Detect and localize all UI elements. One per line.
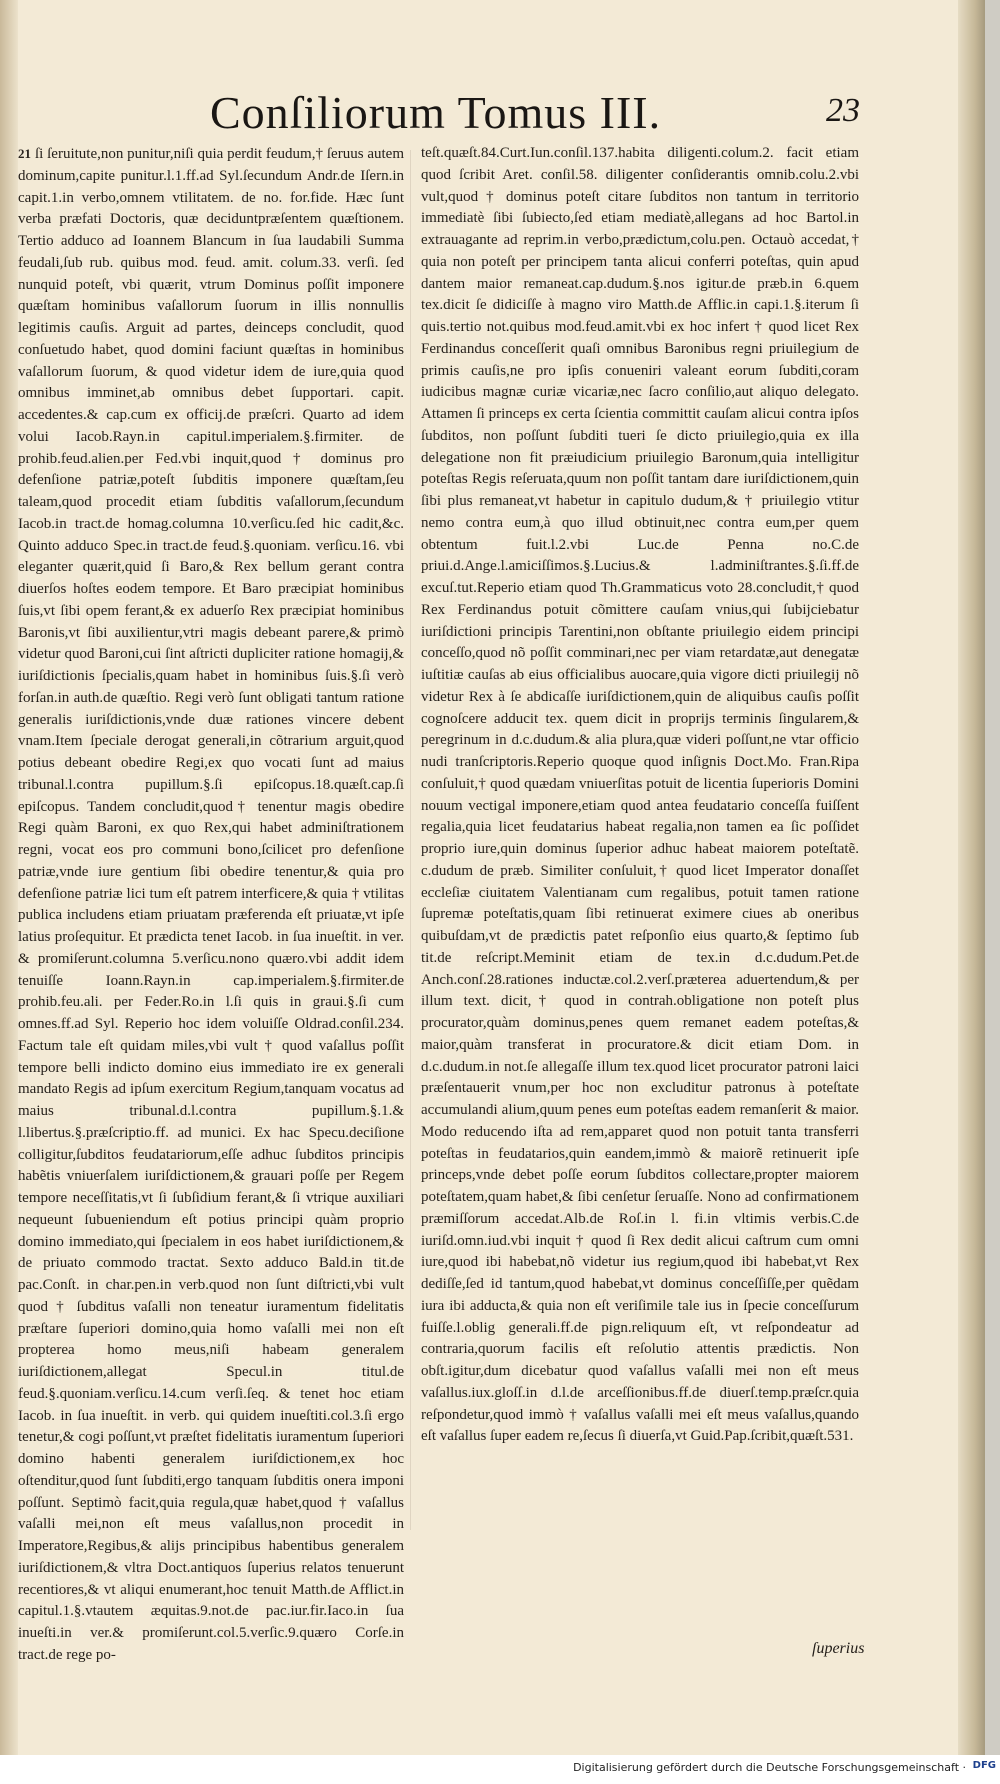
page-number: 23 [826, 92, 860, 129]
footer-credit: Digitalisierung gefördert durch die Deutsche Forschungsgemeinschaft · [573, 1761, 966, 1774]
catchword: ſuperius [812, 1640, 865, 1657]
left-text-column [18, 143, 404, 1663]
column-divider [410, 150, 411, 1530]
right-column-text: teſt.quæſt.84.Curt.Iun.conſil.137.habita diligenti.colum.2. facit etiam quod ſcribit Aret. conſil.58. diligenter conſiderantis omnib.colu.2.vbi vult,quod † dominus poteſt citare ſubditos non tantum in territorio immediatè ſibi ſubiecto,ſed etiam mediatè,allegans ad hoc Bartol.in extrauagante ad reprim.in verbo,prædictum,colu.pen. Octauò accedat,† quia non poteſt per principem tanta alicui conferri poteſtas, quin apud dantem maior remaneat.cap.dudum.§.nos igitur.de præb.in 6.quem tex.dicit ſe didiciſſe à magno viro Matth.de Afflic.in capi.1.§.iterum ſi quis.tertio not.quibus mod.feud.amit.vbi ex hoc infert † quod licet Rex Ferdinandus conceſſerit quaſi omnibus Baronibus regni priuilegium de primis cauſis,ne pro ipſis conueniri valeant eorum ſubditi,coram iudicibus magnæ curiæ vicariæ,nec ſacro conſilio,aut aliquo delegato. Attamen ſi princeps ex certa ſcientia committit cauſam alicui contra ipſos ſubditos, non poſſunt ſubditi tueri ſe dicto priuilegio,quia ex illa delegatione non fit præiudicium priuilegio Baronum,quia intelligitur poteſtas Regis reſeruata,quum non poſſit tantam dare iuriſdictionem,quin ſibi plus remaneat,vt habetur in capitulo dudum,& † priuilegio vtitur nemo contra eum,à quo illud obtinuit,nec contra eum,per quem obtentum fuit.l.2.vbi Luc.de Penna no.C.de priui.d.Ange.l.amiciſſimos.§.Lucius.& l.adminiſtrantes.§.ſi.ff.de excuſ.tut.Reperio etiam quod Th.Grammaticus voto 28.concludit,† quod Rex Ferdinandus potuit cõmittere cauſam vnius,qui ſubijciebatur iuriſdictioni principis Tarentini,non obſtante priuilegio eidem principi conceſſo,quod nõ poſſit comminari,nec per viam retardatæ,aut denegatæ iuſtitiæ cauſas ab eius officialibus auocare,quia vigore dicti priuilegij nõ videtur Rex à ſe abdicaſſe iuriſdictionem,quin de aliquibus cauſis poſſit cognoſcere adducit tex. quem dicit in proprijs terminis ſingularem,& peregrinum in d.c.dudum.& alia plura,quæ videri poſſunt,ne vtar officio nudi tranſcriptoris.Reperio quoque quod inſignis Doct.Mo. Fran.Ripa conſuluit,† quod quædam vniuerſitas potuit de licentia ſuperioris Domini nouum vectigal imponere,etiam quod antea feudatario conceſſa fuiſſent regalia,quia licet feudatarius habeat regalia,non tamen ea ſic poſſidet proprio iure,quin dominus ſuperior adhuc habeat maiorem poteſtatẽ. c.dudum de præb. Similiter conſuluit,† quod licet Imperator donaſſet eccleſiæ ciuitatem Valentianam cum regalibus, potuit tamen ratione ſupremæ poteſtatis,quam ſibi retinuerat eximere ciues ab oneribus quibuſdam,vt de prædictis patet reſponſio eius quarto,& ſeptimo ſub tit.de reſcript.Meminit etiam de tex.in d.c.dudum.Pet.de Anch.conſ.28.rationes inductæ.col.2.verſ.præterea aduertendum,& per illum text. dicit,† quod in contrah.obligatione non poteſt plus procurator,quàm dominus,penes quem remanet eadem poteſtas,& maior,quàm transferat in procuratore.& dicit etiam Dom. in d.c.dudum.in not.ſe allegaſſe illum tex.quod licet procurator patroni laici præſentauerit vnum,per hoc non excluditur patronus à poteſtate accumulandi alium,quum penes eum poteſtas eadem remanſerit & maior. Modo reducendo iſta ad rem,apparet quod non potuit tanta transferri poteſtas in feudatarios,quin eandem,immò & maiorẽ retinuerit ipſe princeps,vnde debet poſſe eorum ſubditos collectare,propter maiorem poteſtatem,quam habet,& ſibi cenſetur ſeruaſſe. Nono ad confirmationem præmiſſorum accedat.Alb.de Roſ.in l. fi.in vltimis verbis.C.de iuriſd.omn.iud.vbi inquit † quod ſi Rex dedit alicui caſtrum cum omni iure,quod ibi habebat,nõ videtur ius regium,quod ibi habebat,vt Rex dediſſe,ſed id tantum,quod habebat,vt dominus conceſſiſſe,per quẽdam iura ibi adducta,& quia non eſt veriſimile tale ius in ſpecie conceſſurum fuiſſe.l.oblig generali.ff.de pign.reliquum eſt, vt reſpondeatur ad contraria,quorum facilis eſt reſolutio attentis prædictis. Non obſt.igitur,dum dicebatur quod vaſallus vaſalli mei non eſt meus vaſallus.iux.gloſſ.in d.l.de arceſſionibus.ff.de diuerſ.temp.præſcr.quia reſpondetur,quod immò † vaſallus vaſalli mei eſt meus vaſallus,quando eſt vaſallus ſuper eadem re,ſecus ſi diuerſa,vt Guid.Pap.ſcribit,quæſt.531. [421, 145, 859, 1445]
digitization-footer [0, 1755, 1000, 1784]
page-left-edge [0, 0, 18, 1755]
right-column-paragraph [421, 143, 859, 1448]
right-text-column [421, 143, 859, 1643]
dfg-logo: DFG [972, 1760, 996, 1771]
page-header [200, 86, 960, 146]
scan-background [985, 0, 1000, 1755]
running-title: Conſiliorum Tomus III. [210, 87, 662, 138]
left-column-text: ſi ſeruitute,non punitur,niſi quia perdit feudum,† ſeruus autem dominum,capite punitur.l.1.ff.ad Syl.ſecundum Andr.de Iſern.in capit.1.in verbo,omnem vtilitatem. de no. for.fide. Hæc ſunt verba præfati Doctoris, quæ deciduntpræſentem quæſtionem. Tertio adduco ad Ioannem Blancum in ſua laudabili Summa feudali,ſub rub. quibus mod. feud. amit. colum.33. verſi. ſed nunquid poteſt, vbi quærit, vtrum Dominus poſſit imponere quæſtam hominibus vaſallorum ſuorum in illis nonnullis legitimis cauſis. Arguit ad partes, deinceps concludit, quod conſuetudo habet, quod domini faciunt quæſtas in hominibus vaſallorum ſuorum, & quod videtur idem de iure,quia quod omnibus imminet,ab omnibus debet ſupportari. capit. accedentes.& cap.cum ex officij.de præſcri. Quarto ad idem volui Iacob.Rayn.in capitul.imperialem.§.firmiter. de prohib.feud.alien.per Fed.vbi inquit,quod † dominus pro defenſione patriæ,poteſt ſubditis imponere quæſtam,ſeu taleam,quod procedit etiam ſubditis vaſallorum,ſecundum Iacob.in tract.de homag.columna 10.verſicu.ſed hic cadit,&c. Quinto adduco Spec.in tract.de feud.§.quoniam. verſicu.16. vbi eleganter quærit,quid ſi Baro,& Rex bellum gerant contra diuerſos hoſtes eodem tempore. Et Baro præcipiat hominibus ſuis,vt ſibi opem ferant,& ex aduerſo Rex præcipiat hominibus Baronis,vt ſibi auxilientur,vtri magis debeant parere,& primò videtur quod Baroni,cui ſint aſtricti dupliciter ratione homagij,& iuriſdictionis ſpecialis,quam habet in hominibus ſuis.§.ſi verò forſan.in auth.de quæſtio. Regi verò ſunt obligati tantum ratione generalis iuriſdictionis,vnde duæ rationes vincere debent vnam.Item ſpeciale derogat generali,in cõtrarium arguit,quod potius debeant obedire Regi,ex quo vocati ſunt ad maius tribunal.l.contra pupillum.§.ſi epiſcopus.18.quæſt.cap.ſi epiſcopus. Tandem concludit,quod† tenentur magis obedire Regi quàm Baroni, ex quo Rex,qui habet adminiſtrationem regni, vocat eos pro communi bono,ſcilicet pro defenſione patriæ,vnde iure gentium ſibi obedire tenentur,& quia pro defenſione patriæ lici tum eſt patrem interficere,& quia † vtilitas publica includens etiam priuatam præferenda eſt priuatæ,vt ipſe latius proſequitur. Et prædicta tenet Iacob. in ſua inueſtit. in ver. & promiſerunt.columna 5.verſicu.nono quæro.vbi addit idem tenuiſſe Ioann.Rayn.in cap.imperialem.§.firmiter.de prohib.feu.ali. per Feder.Ro.in l.ſi quis in graui.§.ſi cum omnes.ff.ad Syl. Reperio hoc idem voluiſſe Oldrad.conſil.234. Factum tale eſt quidam miles,vbi vult † quod vaſallus poſſit tempore belli indicto domino eius immediato ire ex generali mandato Regis ad ipſum exercitum Regium,tanquam vocatus ad maius tribunal.d.l.contra pupillum.§.1.& l.libertus.§.præſcriptio.ff. ad munici. Ex hac Specu.deciſione colligitur,ſubditos feudatariorum,eſſe adhuc ſubditos principis habẽtis vniuerſalem iuriſdictionem,& grauari poſſe per Regem tempore neceſſitatis,vt ſi ſubſidium ferant,& ſi vtrique auxiliari nequeunt ſubueniendum eſt potius principi quàm proprio domino immediato,qui ſpecialem in eos habet iuriſdictionem,& de priuato commodo tractat. Sexto adduco Bald.in tit.de pac.Conſt. in char.pen.in verb.quod non ſunt diſtricti,vbi vult quod † ſubditus vaſalli non teneatur iuramentum fidelitatis præſtare ſuperiori domino,quia homo vaſalli mei non eſt propterea homo meus,niſi habeam generalem iuriſdictionem,allegat Specul.in titul.de feud.§.quoniam.verſicu.14.cum verſi.ſeq. & tenet hoc etiam Iacob. in ſua inueſtit. in verb. qui quidem inueſtiti.col.3.ſi ergo tenetur,& cogi poſſunt,vt præſtet fidelitatis iuramentum ſuperiori domino habenti generalem iuriſdictionem,ex hoc oſtenditur,quod ſunt ſubditi,ergo tanquam ſubditis onera imponi poſſunt. Septimò facit,quia regula,quæ habet,quod † vaſallus vaſalli mei,non eſt meus vaſallus,non procedit in Imperatore,Regibus,& alijs principibus habentibus generalem iuriſdictionem,& vltra Doct.antiquos ſuperius relatos tenuerunt recentiores,& vt aliqui enumerant,hoc tenuit Matth.de Afflict.in capitul.1.§.vtautem æquitas.9.not.de pac.iur.fir.Iaco.in ſua inueſti.in ver.& promiſerunt.col.5.verſic.9.quæro Corſe.in tract.de rege po- [18, 146, 404, 1663]
left-column-paragraph [18, 143, 404, 1667]
marginal-number: 21 [18, 146, 31, 161]
